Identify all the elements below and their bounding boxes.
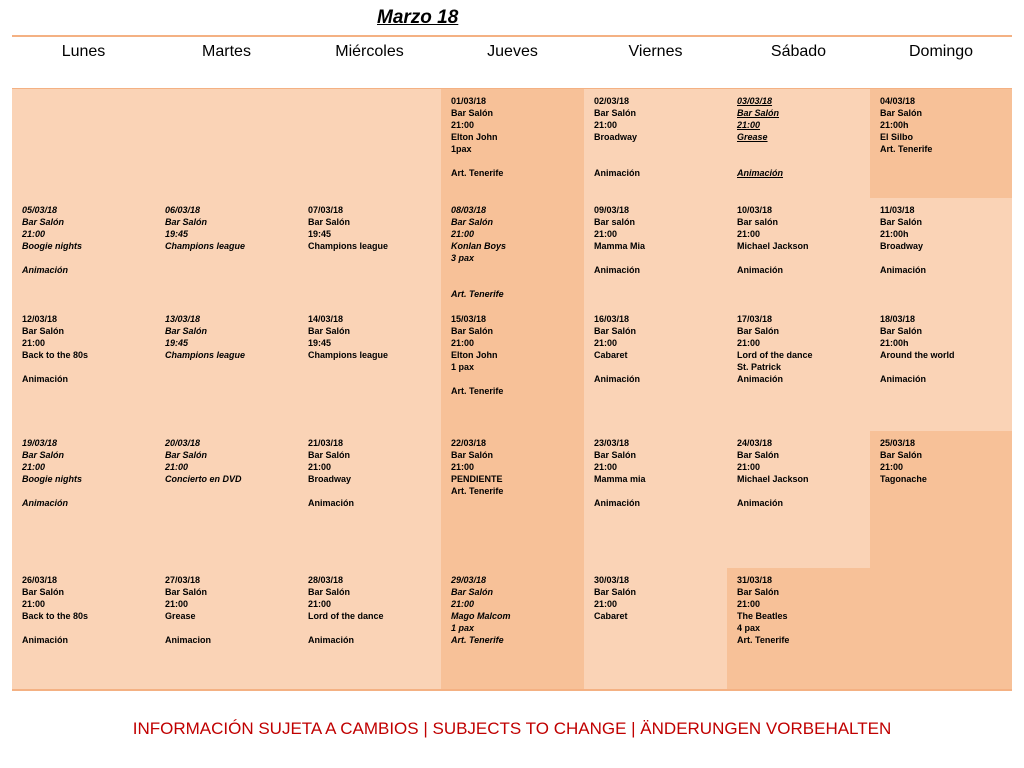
calendar-cell-31: 31/03/18 Bar Salón 21:00 The Beatles 4 pax Art. Tenerife xyxy=(727,568,1012,689)
calendar-cell-empty xyxy=(12,89,441,198)
calendar-cell-03: 03/03/18 Bar Salón 21:00 Grease Animación xyxy=(727,89,870,198)
calendar-cell-17: 17/03/18 Bar Salón 21:00 Lord of the dance St. Patrick Animación xyxy=(727,307,870,431)
calendar-cell-11: 11/03/18 Bar Salón 21:00h Broadway Animación xyxy=(870,198,1012,307)
calendar-cell-25: 25/03/18 Bar Salón 21:00 Tagonache xyxy=(870,431,1012,568)
calendar-cell-21: 21/03/18 Bar Salón 21:00 Broadway Animación xyxy=(298,431,441,568)
day-header-domingo: Domingo xyxy=(908,43,974,60)
calendar-cell-24: 24/03/18 Bar Salón 21:00 Michael Jackson Animación xyxy=(727,431,870,568)
calendar-cell-16: 16/03/18 Bar Salón 21:00 Cabaret Animación xyxy=(584,307,727,431)
calendar-cell-20: 20/03/18 Bar Salón 21:00 Concierto en DVD xyxy=(155,431,298,568)
disclaimer-footer: INFORMACIÓN SUJETA A CAMBIOS | SUBJECTS TO CHANGE | ÄNDERUNGEN VORBEHALTEN xyxy=(132,719,892,738)
calendar-cell-07: 07/03/18 Bar Salón 19:45 Champions league xyxy=(298,198,441,307)
month-title: Marzo 18 xyxy=(377,7,459,28)
calendar-grid xyxy=(12,89,1012,691)
calendar-cell-10: 10/03/18 Bar salón 21:00 Michael Jackson Animación xyxy=(727,198,870,307)
calendar-cell-19: 19/03/18 Bar Salón 21:00 Boogie nights Animación xyxy=(12,431,155,568)
calendar-cell-27: 27/03/18 Bar Salón 21:00 Grease Animacion xyxy=(155,568,298,689)
calendar-cell-23: 23/03/18 Bar Salón 21:00 Mamma mia Animación xyxy=(584,431,727,568)
calendar-cell-06: 06/03/18 Bar Salón 19:45 Champions league xyxy=(155,198,298,307)
calendar-cell-13: 13/03/18 Bar Salón 19:45 Champions league xyxy=(155,307,298,431)
calendar-cell-05: 05/03/18 Bar Salón 21:00 Boogie nights Animación xyxy=(12,198,155,307)
calendar-cell-14: 14/03/18 Bar Salón 19:45 Champions league xyxy=(298,307,441,431)
day-header-viernes: Viernes xyxy=(628,43,683,60)
calendar-cell-12: 12/03/18 Bar Salón 21:00 Back to the 80s Animación xyxy=(12,307,155,431)
day-header-lunes: Lunes xyxy=(61,43,106,60)
day-header-miercoles: Miércoles xyxy=(335,43,404,60)
calendar-cell-26: 26/03/18 Bar Salón 21:00 Back to the 80s Animación xyxy=(12,568,155,689)
day-header-sabado: Sábado xyxy=(770,43,827,60)
calendar-cell-09: 09/03/18 Bar salón 21:00 Mamma Mia Animación xyxy=(584,198,727,307)
day-header-jueves: Jueves xyxy=(487,43,538,60)
calendar-cell-15: 15/03/18 Bar Salón 21:00 Elton John 1 pax Art. Tenerife xyxy=(441,307,584,431)
calendar-cell-18: 18/03/18 Bar Salón 21:00h Around the world Animación xyxy=(870,307,1012,431)
calendar-cell-02: 02/03/18 Bar Salón 21:00 Broadway Animación xyxy=(584,89,727,198)
calendar-cell-04: 04/03/18 Bar Salón 21:00h El Silbo Art. Tenerife xyxy=(870,89,1012,198)
calendar-cell-01: 01/03/18 Bar Salón 21:00 Elton John 1pax Art. Tenerife xyxy=(441,89,584,198)
calendar-cell-08: 08/03/18 Bar Salón 21:00 Konlan Boys 3 pax Art. Tenerife xyxy=(441,198,584,307)
calendar-cell-22: 22/03/18 Bar Salón 21:00 PENDIENTE Art. Tenerife xyxy=(441,431,584,568)
calendar-cell-30: 30/03/18 Bar Salón 21:00 Cabaret xyxy=(584,568,727,689)
weekday-header xyxy=(12,37,1012,67)
calendar-cell-29: 29/03/18 Bar Salón 21:00 Mago Malcom 1 pax Art. Tenerife xyxy=(441,568,584,689)
day-header-martes: Martes xyxy=(202,43,251,60)
calendar-cell-28: 28/03/18 Bar Salón 21:00 Lord of the dance Animación xyxy=(298,568,441,689)
